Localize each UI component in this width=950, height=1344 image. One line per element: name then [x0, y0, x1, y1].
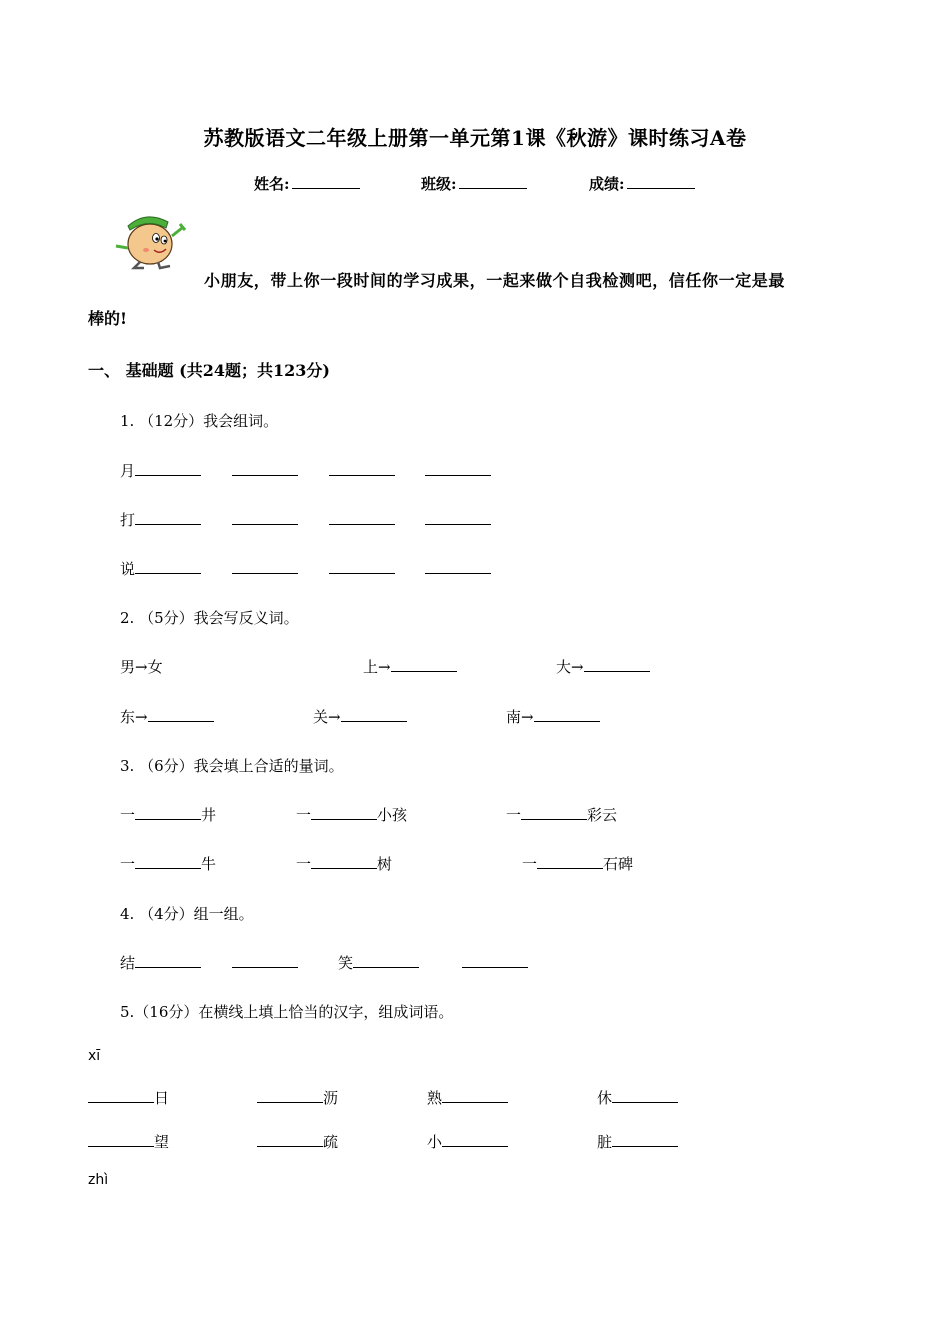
answer-blank[interactable] — [341, 707, 407, 722]
score-line — [627, 174, 695, 189]
q1-char: 说 — [120, 560, 136, 578]
answer-blank[interactable] — [353, 953, 419, 968]
q4-char: 笑 — [338, 954, 354, 972]
q3-item — [506, 804, 617, 825]
answer-blank[interactable] — [257, 1132, 323, 1147]
answer-blank[interactable] — [135, 854, 201, 869]
q3-noun: 石碑 — [603, 855, 634, 873]
answer-blank[interactable] — [88, 1132, 154, 1147]
q1-title: 1. （12分）我会组词。 — [120, 412, 279, 430]
answer-blank[interactable] — [612, 1088, 678, 1103]
score-field — [589, 173, 695, 194]
answer-blank[interactable] — [135, 461, 201, 476]
q2-item — [506, 706, 600, 727]
q3-item — [522, 853, 633, 874]
q1-row-2 — [120, 509, 491, 530]
answer-blank[interactable] — [425, 510, 491, 525]
q2-prompt: 东→ — [120, 708, 148, 726]
answer-blank[interactable] — [442, 1088, 508, 1103]
q5-title: 5.（16分）在横线上填上恰当的汉字，组成词语。 — [120, 1003, 454, 1021]
q3-prefix: 一 — [296, 806, 312, 824]
q5-char: 小 — [427, 1133, 443, 1151]
q3-prefix: 一 — [296, 855, 312, 873]
q1-row-1 — [120, 460, 491, 481]
q3-noun: 小孩 — [377, 806, 408, 824]
answer-blank[interactable] — [612, 1132, 678, 1147]
q5-char: 望 — [154, 1133, 170, 1151]
answer-blank[interactable] — [534, 707, 600, 722]
q5-item — [427, 1131, 508, 1152]
q5-item — [597, 1087, 678, 1108]
q4-char: 结 — [120, 954, 136, 972]
answer-blank[interactable] — [257, 1088, 323, 1103]
q5-char: 休 — [597, 1089, 613, 1107]
name-field — [254, 173, 360, 194]
q5-pinyin-2: zhì — [88, 1172, 109, 1188]
q3-prefix: 一 — [522, 855, 538, 873]
q5-item — [88, 1087, 169, 1108]
answer-blank[interactable] — [311, 854, 377, 869]
q3-prefix: 一 — [120, 806, 136, 824]
name-line — [292, 174, 360, 189]
q3-noun: 彩云 — [587, 806, 618, 824]
answer-blank[interactable] — [135, 559, 201, 574]
answer-blank[interactable] — [135, 805, 201, 820]
answer-blank[interactable] — [135, 953, 201, 968]
q2-title: 2. （5分）我会写反义词。 — [120, 609, 299, 627]
q5-char: 脏 — [597, 1133, 613, 1151]
answer-blank[interactable] — [232, 559, 298, 574]
q2-item: 男→女 — [120, 658, 163, 676]
q5-item — [597, 1131, 678, 1152]
q5-char: 熟 — [427, 1089, 443, 1107]
answer-blank[interactable] — [232, 510, 298, 525]
q3-noun: 井 — [201, 806, 217, 824]
answer-blank[interactable] — [462, 953, 528, 968]
answer-blank[interactable] — [521, 805, 587, 820]
q2-item — [120, 706, 214, 727]
q1-char: 打 — [120, 511, 136, 529]
mascot-image — [106, 204, 190, 270]
answer-blank[interactable] — [329, 510, 395, 525]
q5-char: 疏 — [323, 1133, 339, 1151]
q3-noun: 牛 — [201, 855, 217, 873]
q5-item — [88, 1131, 169, 1152]
q1-char: 月 — [120, 462, 136, 480]
q5-pinyin-1: xī — [88, 1048, 101, 1064]
q4-row — [338, 952, 528, 973]
q4-title: 4. （4分）组一组。 — [120, 905, 254, 923]
answer-blank[interactable] — [391, 657, 457, 672]
q3-item — [120, 804, 216, 825]
answer-blank[interactable] — [135, 510, 201, 525]
answer-blank[interactable] — [148, 707, 214, 722]
name-label: 姓名: — [254, 175, 290, 193]
answer-blank[interactable] — [537, 854, 603, 869]
q2-item — [313, 706, 407, 727]
intro-line-1: 小朋友，带上你一段时间的学习成果，一起来做个自我检测吧，信任你一定是最 — [204, 271, 786, 290]
q3-title: 3. （6分）我会填上合适的量词。 — [120, 757, 344, 775]
section-title: 一、 基础题 (共24题；共123分) — [88, 361, 330, 380]
score-label: 成绩: — [589, 175, 625, 193]
answer-blank[interactable] — [329, 461, 395, 476]
answer-blank[interactable] — [88, 1088, 154, 1103]
answer-blank[interactable] — [232, 461, 298, 476]
answer-blank[interactable] — [232, 953, 298, 968]
q3-item — [120, 853, 216, 874]
answer-blank[interactable] — [425, 461, 491, 476]
q3-prefix: 一 — [120, 855, 136, 873]
q4-row — [120, 952, 298, 973]
q3-prefix: 一 — [506, 806, 522, 824]
answer-blank[interactable] — [442, 1132, 508, 1147]
q2-prompt: 南→ — [506, 708, 534, 726]
answer-blank[interactable] — [584, 657, 650, 672]
q3-item — [296, 804, 407, 825]
q2-prompt: 上→ — [363, 658, 391, 676]
q5-item — [427, 1087, 508, 1108]
q3-noun: 树 — [377, 855, 393, 873]
q5-item — [257, 1087, 338, 1108]
q1-row-3 — [120, 558, 491, 579]
q2-item — [556, 656, 650, 677]
class-label: 班级: — [421, 175, 457, 193]
page-title: 苏教版语文二年级上册第一单元第1课《秋游》课时练习A卷 — [203, 126, 747, 150]
class-line — [459, 174, 527, 189]
answer-blank[interactable] — [311, 805, 377, 820]
q5-char: 沥 — [323, 1089, 339, 1107]
q2-prompt: 大→ — [556, 658, 584, 676]
answer-blank[interactable] — [329, 559, 395, 574]
q3-item — [296, 853, 392, 874]
class-field — [421, 173, 527, 194]
q5-item — [257, 1131, 338, 1152]
answer-blank[interactable] — [425, 559, 491, 574]
q2-item — [363, 656, 457, 677]
intro-line-2: 棒的! — [88, 309, 128, 328]
q2-prompt: 关→ — [313, 708, 341, 726]
q5-char: 日 — [154, 1089, 170, 1107]
